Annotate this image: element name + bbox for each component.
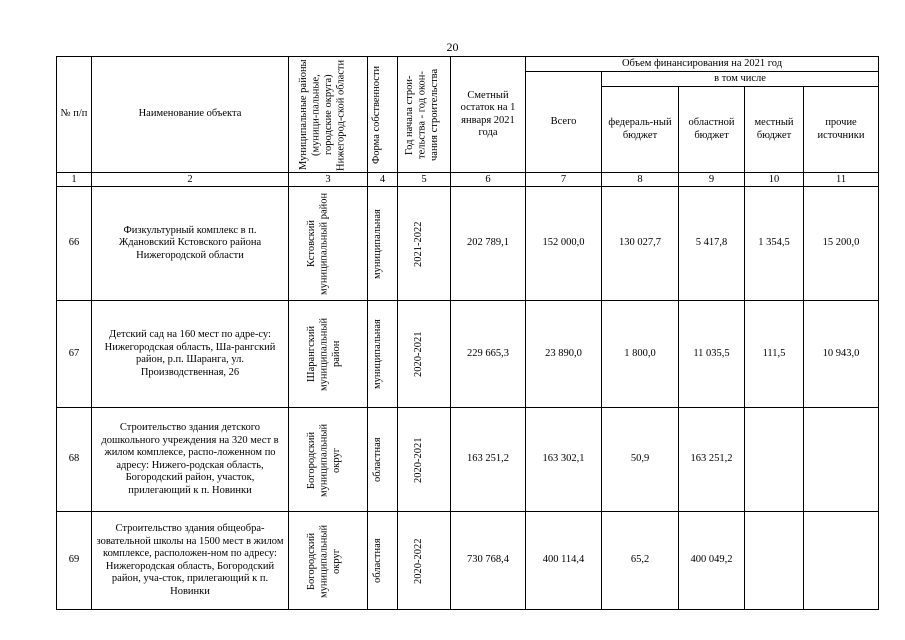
- object-name: Физкультурный комплекс в п. Ждановский Кстовского района Нижегородской области: [92, 187, 289, 301]
- estimate-value: 202 789,1: [451, 187, 526, 301]
- other-value: [804, 408, 879, 512]
- local-value: 1 354,5: [745, 187, 804, 301]
- federal-value: 130 027,7: [602, 187, 679, 301]
- column-number: 5: [398, 173, 451, 187]
- local-value: [745, 408, 804, 512]
- column-number: 1: [57, 173, 92, 187]
- regional-value: 5 417,8: [679, 187, 745, 301]
- total-value: 152 000,0: [526, 187, 602, 301]
- district-cell: Кстовский муниципальный район: [289, 187, 368, 301]
- regional-value: 400 049,2: [679, 512, 745, 610]
- header-regional: областной бюджет: [679, 87, 745, 173]
- column-number: 4: [368, 173, 398, 187]
- header-financing: Объем финансирования на 2021 год: [526, 57, 879, 72]
- column-number: 2: [92, 173, 289, 187]
- years-cell: 2020-2021: [398, 301, 451, 408]
- row-number: 67: [57, 301, 92, 408]
- header-no: № п/п: [57, 57, 92, 173]
- local-value: [745, 512, 804, 610]
- header-local: местный бюджет: [745, 87, 804, 173]
- table-row: [57, 301, 879, 408]
- column-number: 9: [679, 173, 745, 187]
- district-cell: Богородский муниципальный округ: [289, 408, 368, 512]
- header-name: Наименование объекта: [92, 57, 289, 173]
- federal-value: 1 800,0: [602, 301, 679, 408]
- total-value: 23 890,0: [526, 301, 602, 408]
- column-number: 3: [289, 173, 368, 187]
- total-value: 400 114,4: [526, 512, 602, 610]
- object-name: Детский сад на 160 мест по адре-су: Нижегородская область, Ша-рангский район, р.п. Шаранга, ул. Производственная, 26: [92, 301, 289, 408]
- local-value: 111,5: [745, 301, 804, 408]
- ownership-cell: муниципальная: [368, 187, 398, 301]
- ownership-cell: областная: [368, 408, 398, 512]
- column-number-row: [57, 173, 879, 187]
- row-number: 66: [57, 187, 92, 301]
- estimate-value: 163 251,2: [451, 408, 526, 512]
- other-value: 10 943,0: [804, 301, 879, 408]
- ownership-cell: муниципальная: [368, 301, 398, 408]
- column-number: 7: [526, 173, 602, 187]
- header-estimate: Сметный остаток на 1 января 2021 года: [451, 57, 526, 173]
- regional-value: 163 251,2: [679, 408, 745, 512]
- header-years: Год начала строи-тельства - год окон-чания строительства: [398, 57, 451, 173]
- table-row: [57, 408, 879, 512]
- row-number: 69: [57, 512, 92, 610]
- district-cell: Богородский муниципальный округ: [289, 512, 368, 610]
- row-number: 68: [57, 408, 92, 512]
- column-number: 11: [804, 173, 879, 187]
- header-other: прочие источники: [804, 87, 879, 173]
- years-cell: 2020-2021: [398, 408, 451, 512]
- header-including: в том числе: [602, 72, 879, 87]
- ownership-cell: областная: [368, 512, 398, 610]
- district-cell: Шарангский муниципальный район: [289, 301, 368, 408]
- federal-value: 65,2: [602, 512, 679, 610]
- other-value: [804, 512, 879, 610]
- table-row: [57, 512, 879, 610]
- header-districts: Муниципальные районы (муници-пальные, городские округа) Нижегород-ской области: [289, 57, 368, 173]
- financing-table: [56, 56, 879, 610]
- estimate-value: 229 665,3: [451, 301, 526, 408]
- object-name: Строительство здания общеобра-зовательной школы на 1500 мест в жилом комплексе, расположен-ном по адресу: Нижегородская область, Богородский район, уча-сток, прилегающий к п. Новинки: [92, 512, 289, 610]
- federal-value: 50,9: [602, 408, 679, 512]
- table-row: [57, 187, 879, 301]
- object-name: Строительство здания детского дошкольного учреждения на 320 мест в жилом комплексе, распо-ложенном по адресу: Нижего-родская область, Богородский район, участок, прилегающий к п. Новинки: [92, 408, 289, 512]
- estimate-value: 730 768,4: [451, 512, 526, 610]
- header-federal: федераль-ный бюджет: [602, 87, 679, 173]
- regional-value: 11 035,5: [679, 301, 745, 408]
- header-ownership: Форма собственности: [368, 57, 398, 173]
- column-number: 6: [451, 173, 526, 187]
- page-number: 20: [446, 40, 459, 54]
- total-value: 163 302,1: [526, 408, 602, 512]
- years-cell: 2020-2022: [398, 512, 451, 610]
- years-cell: 2021-2022: [398, 187, 451, 301]
- column-number: 10: [745, 173, 804, 187]
- header-total: Всего: [526, 72, 602, 173]
- column-number: 8: [602, 173, 679, 187]
- other-value: 15 200,0: [804, 187, 879, 301]
